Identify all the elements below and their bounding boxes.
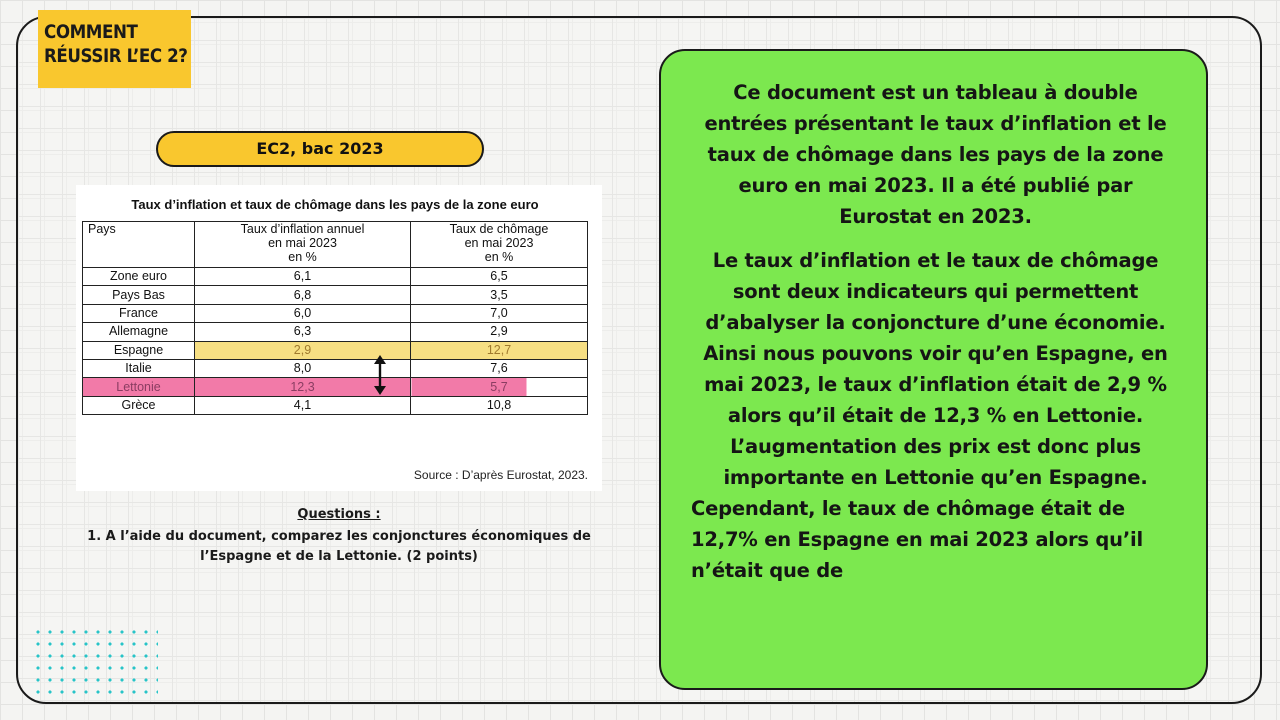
cell-unemployment: 10,8	[411, 396, 588, 414]
cell-inflation: 6,3	[195, 323, 411, 341]
answer-paragraph-inflation: Le taux d’inflation et le taux de chômage sont deux indicateurs qui permettent d’abalyser la conjoncture d’une économie. Ainsi nous pouvons voir qu’en Espagne, en mai 2023, le taux d’inflation était de 2,9 % alors qu’il était de 12,3 % en Lettonie. L’augmentation des prix est donc plus importante en Lettonie qu’en Espagne.	[703, 249, 1168, 489]
cell-country: Grèce	[83, 396, 195, 414]
answer-card	[659, 49, 1208, 690]
cell-country: Espagne	[83, 341, 195, 359]
cell-country: Pays Bas	[83, 286, 195, 304]
header-unemployment-line3: en %	[484, 250, 514, 264]
title-line-1: COMMENT	[44, 21, 138, 43]
questions-heading: Questions :	[297, 507, 381, 522]
cell-country: Italie	[83, 359, 195, 377]
header-country: Pays	[83, 222, 195, 268]
table-row	[83, 323, 588, 341]
header-unemployment	[411, 222, 588, 268]
document-title: Taux d’inflation et taux de chômage dans les pays de la zone euro	[131, 197, 539, 212]
cell-unemployment-highlighted: 12,7	[411, 341, 588, 359]
cell-country: Zone euro	[83, 268, 195, 286]
cell-unemployment: 2,9	[411, 323, 588, 341]
header-inflation-line1: Taux d’inflation annuel	[240, 222, 365, 236]
cell-inflation-highlighted: 2,9	[195, 341, 411, 359]
cell-inflation: 6,0	[195, 304, 411, 322]
slide-title-tag	[38, 10, 191, 88]
table-row-latvia	[83, 378, 588, 396]
cell-inflation: 8,0	[195, 359, 411, 377]
question-1-line-1: 1. A l’aide du document, comparez les conjonctures économiques de	[87, 529, 591, 544]
answer-paragraph-intro: Ce document est un tableau à double entrées présentant le taux d’inflation et le taux de chômage dans les pays de la zone euro en mai 2023. Il a été publié par Eurostat en 2023.	[704, 81, 1167, 228]
answer-paragraph-unemployment: Cependant, le taux de chômage était de 12,7% en Espagne en mai 2023 alors qu’il n’était que de	[691, 497, 1144, 582]
questions-block	[76, 506, 602, 567]
header-unemployment-line2: en mai 2023	[464, 236, 534, 250]
source-document	[76, 185, 602, 491]
table-row	[83, 396, 588, 414]
double-arrow-icon	[372, 355, 388, 395]
table-row	[83, 268, 588, 286]
document-source: Source : D’après Eurostat, 2023.	[413, 468, 588, 482]
table-row	[83, 286, 588, 304]
header-unemployment-line1: Taux de chômage	[449, 222, 549, 236]
cell-unemployment: 3,5	[411, 286, 588, 304]
data-table	[82, 221, 588, 415]
header-inflation	[195, 222, 411, 268]
header-inflation-line3: en %	[288, 250, 317, 264]
question-1-line-2: l’Espagne et de la Lettonie. (2 points)	[200, 549, 478, 564]
cell-unemployment: 7,0	[411, 304, 588, 322]
table-row	[83, 359, 588, 377]
decorative-dot-grid	[32, 626, 158, 698]
cell-unemployment-highlighted: 5,7	[411, 378, 588, 396]
cell-country-highlighted: Lettonie	[83, 378, 195, 396]
cell-unemployment: 7,6	[411, 359, 588, 377]
table-header-row	[83, 222, 588, 268]
cell-inflation: 6,8	[195, 286, 411, 304]
header-inflation-line2: en mai 2023	[268, 236, 337, 250]
cell-inflation: 6,1	[195, 268, 411, 286]
exercise-label-pill: EC2, bac 2023	[156, 131, 484, 167]
cell-country: Allemagne	[83, 323, 195, 341]
table-row-spain	[83, 341, 588, 359]
cell-country: France	[83, 304, 195, 322]
cell-inflation-highlighted: 12,3	[195, 378, 411, 396]
table-row	[83, 304, 588, 322]
cell-inflation: 4,1	[195, 396, 411, 414]
title-line-2: RÉUSSIR L’EC 2?	[44, 45, 188, 67]
cell-unemployment: 6,5	[411, 268, 588, 286]
